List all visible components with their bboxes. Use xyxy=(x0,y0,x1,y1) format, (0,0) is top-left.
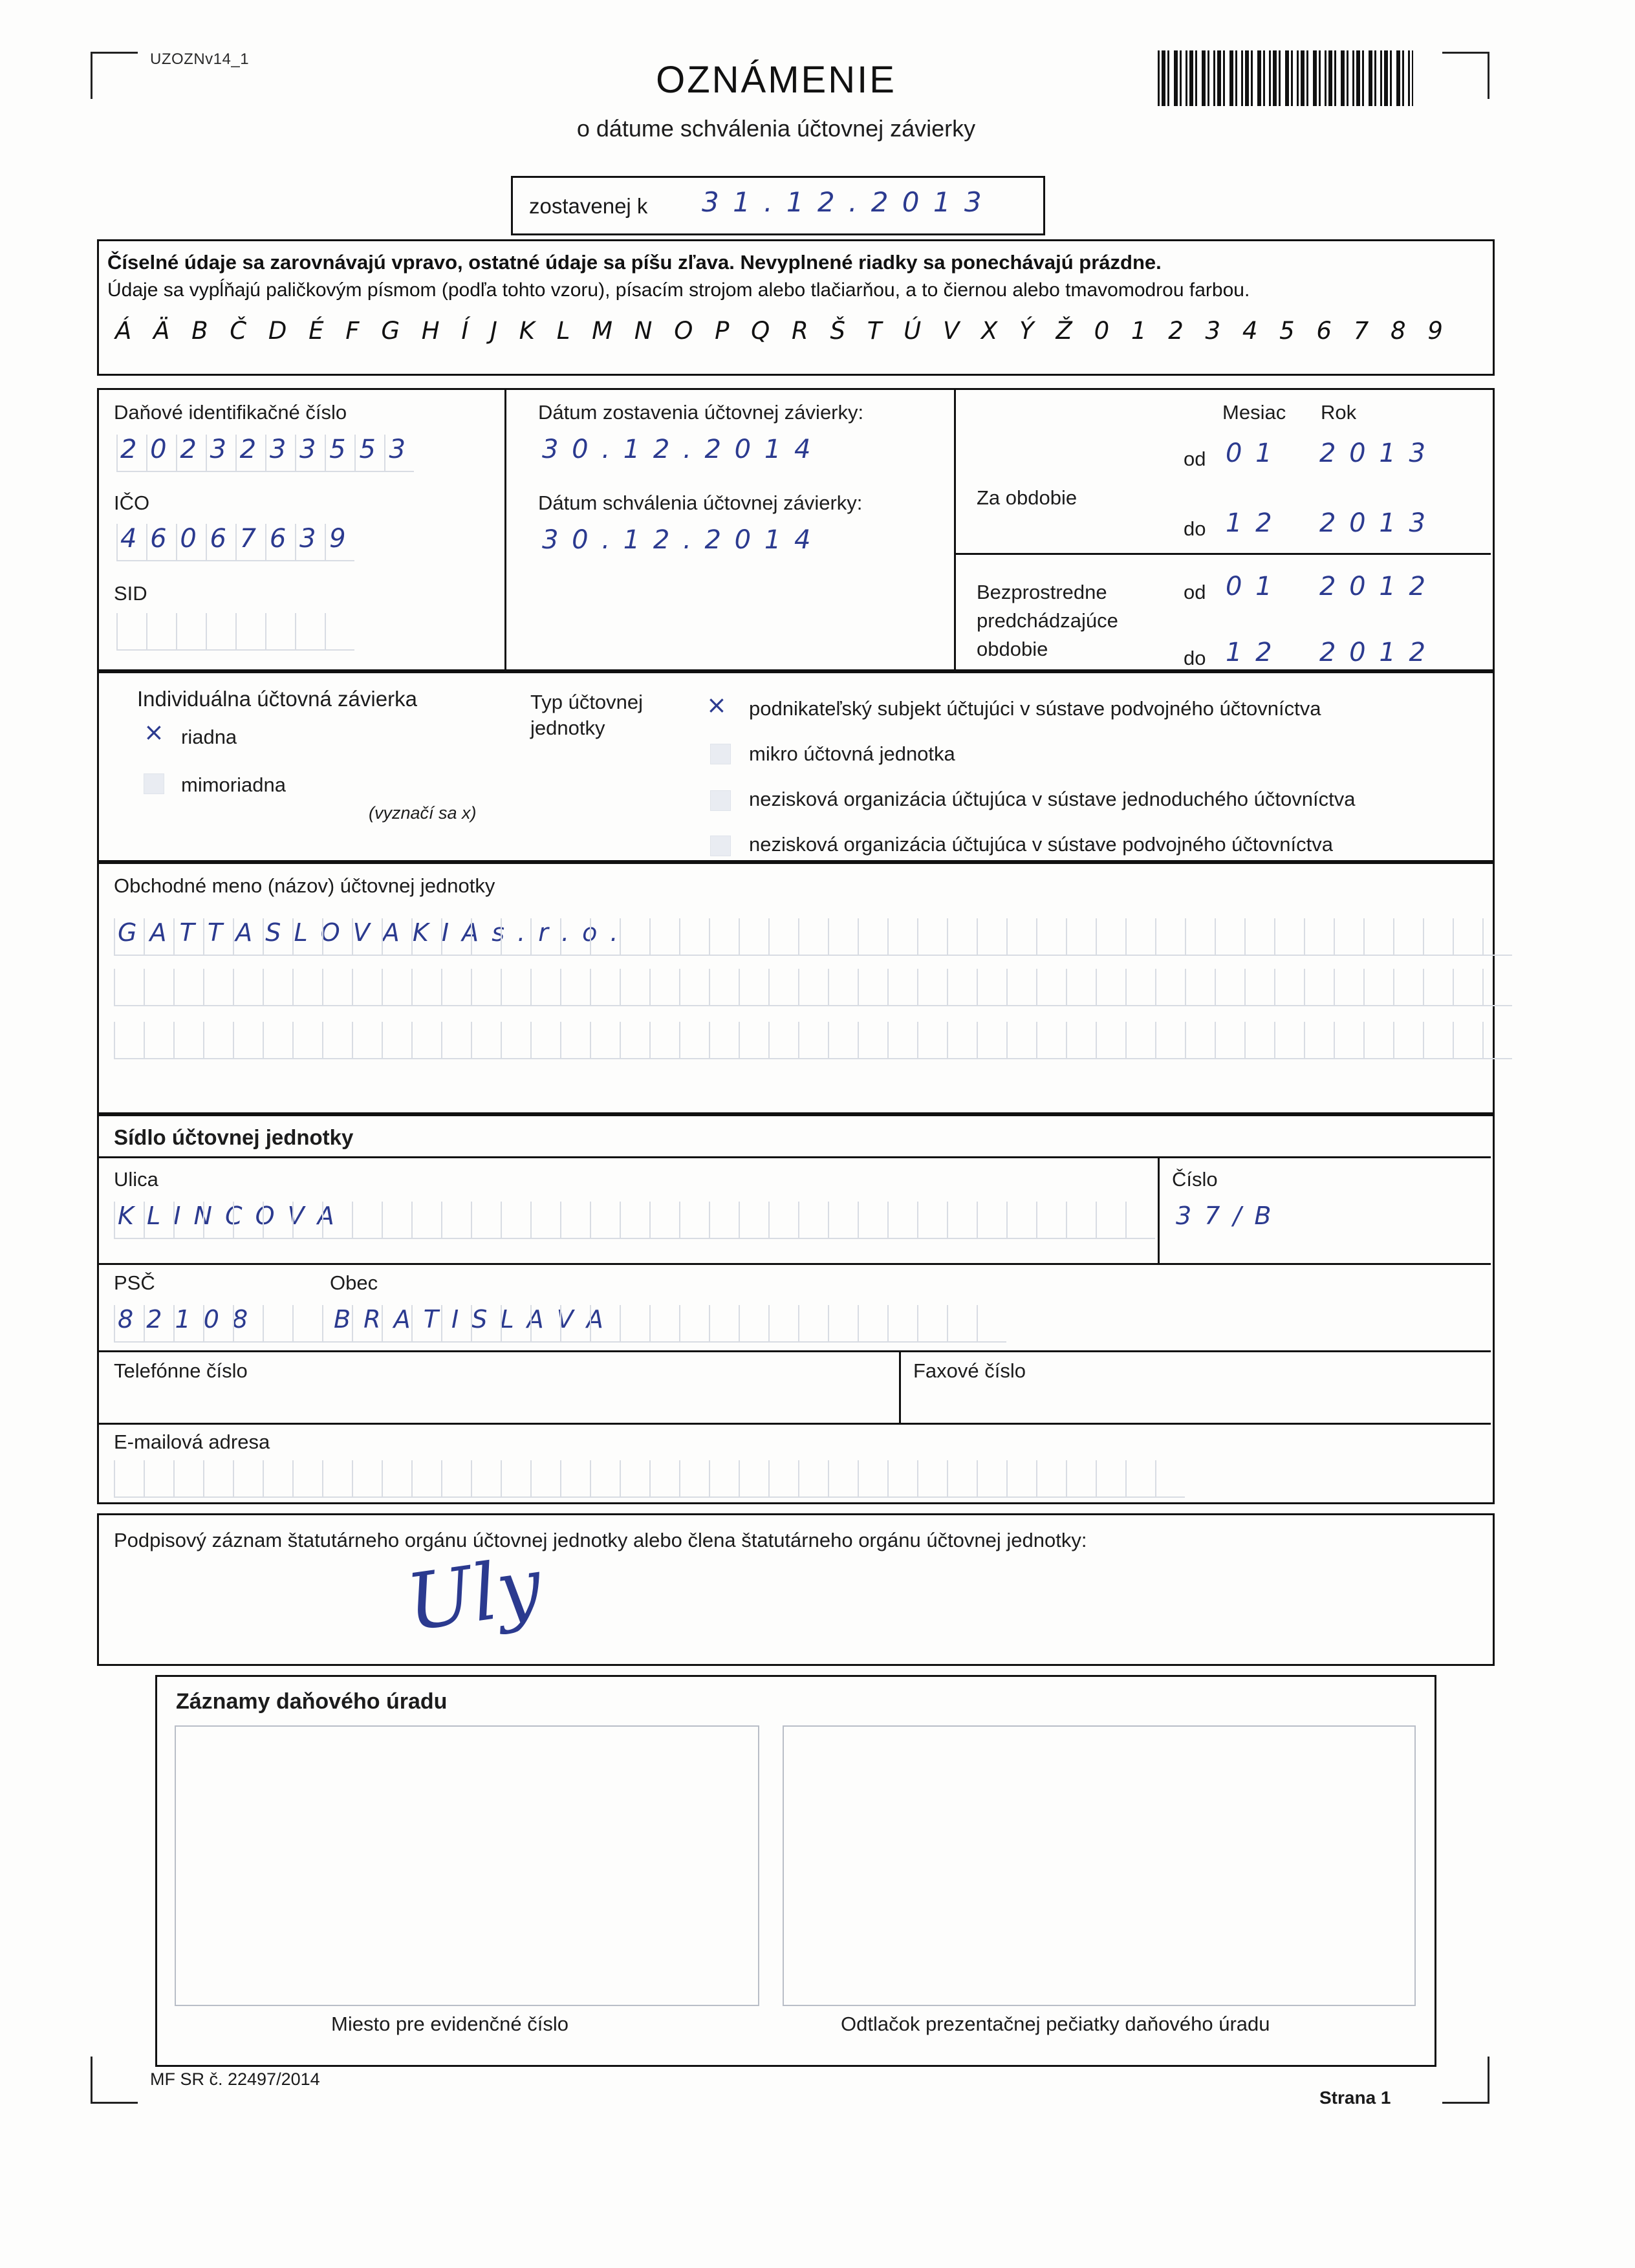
dic-value[interactable]: 2 0 2 3 2 3 3 5 5 3 xyxy=(120,435,408,464)
sid-label: SID xyxy=(114,582,147,605)
individual-statement-label: Individuálna účtovná závierka xyxy=(137,687,417,711)
stamp-caption: Odtlačok prezentačnej pečiatky daňového úradu xyxy=(841,2013,1270,2035)
page-title: OZNÁMENIE xyxy=(656,59,896,101)
unit-option-2-checkbox[interactable] xyxy=(710,790,731,811)
unit-option-3-checkbox[interactable] xyxy=(710,836,731,856)
period-to-month[interactable]: 1 2 xyxy=(1226,508,1275,538)
fax-divider xyxy=(899,1350,901,1423)
tax-office-title: Záznamy daňového úradu xyxy=(176,1689,448,1714)
address-row-divider-1 xyxy=(97,1263,1491,1265)
registration-number-area[interactable] xyxy=(175,1725,759,2006)
period-to-year[interactable]: 2 0 1 3 xyxy=(1319,508,1428,538)
page-number: Strana 1 xyxy=(1319,2088,1391,2108)
address-row-divider-3 xyxy=(97,1423,1491,1425)
prev-from-label: od xyxy=(1184,581,1206,603)
registration-number-caption: Miesto pre evidenčné číslo xyxy=(331,2013,569,2035)
street-value[interactable]: K L I N C O V A xyxy=(118,1202,337,1230)
prev-period-label-2: predchádzajúce xyxy=(977,609,1118,632)
unit-type-label-1: Typ účtovnej xyxy=(530,691,644,713)
crop-mark-top-right xyxy=(1442,52,1489,99)
footer-reference: MF SR č. 22497/2014 xyxy=(150,2069,320,2089)
address-section-label: Sídlo účtovnej jednotky xyxy=(114,1125,354,1149)
unit-option-1-checkbox[interactable] xyxy=(710,744,731,764)
year-label: Rok xyxy=(1321,401,1357,424)
date-compiled-value[interactable]: 3 0 . 1 2 . 2 0 1 4 xyxy=(542,435,814,464)
period-label: Za obdobie xyxy=(977,486,1077,509)
regular-checkbox-mark[interactable]: × xyxy=(144,718,164,746)
month-label: Mesiac xyxy=(1222,401,1286,424)
business-name-value[interactable]: G A T T A S L O V A K I A s . r . o . xyxy=(118,918,621,947)
date-approved-label: Dátum schválenia účtovnej závierky: xyxy=(538,491,863,514)
signature-mark[interactable]: Uly xyxy=(401,1540,547,1649)
prev-from-month[interactable]: 0 1 xyxy=(1226,572,1275,601)
mark-hint: (vyznačí sa x) xyxy=(369,803,477,823)
unit-option-2-label: nezisková organizácia účtujúca v sústave jednoduchého účtovníctva xyxy=(749,788,1356,810)
compiled-date-value[interactable]: 3 1 . 1 2 . 2 0 1 3 xyxy=(702,186,984,218)
crop-mark-bottom-left xyxy=(91,2057,138,2104)
unit-option-0-label: podnikateľský subjekt účtujúci v sústave podvojného účtovníctva xyxy=(749,697,1321,720)
option-extraordinary-label: mimoriadna xyxy=(181,773,286,796)
unit-option-3-label: nezisková organizácia účtujúca v sústave podvojného účtovníctva xyxy=(749,833,1333,856)
prev-to-year[interactable]: 2 0 1 2 xyxy=(1319,638,1428,667)
signature-label: Podpisový záznam štatutárneho orgánu účtovnej jednotky alebo člena štatutárneho orgánu účtovnej jednotky: xyxy=(114,1529,1087,1551)
ico-value[interactable]: 4 6 0 6 7 6 3 9 xyxy=(120,524,349,554)
phone-label: Telefónne číslo xyxy=(114,1359,248,1382)
city-value[interactable]: B R A T I S L A V A xyxy=(334,1305,606,1334)
city-label: Obec xyxy=(330,1271,378,1294)
zip-value[interactable]: 8 2 1 0 8 xyxy=(118,1305,251,1334)
instructions-line-1: Číselné údaje sa zarovnávajú vpravo, ostatné údaje sa píšu zľava. Nevyplnené riadky sa ponechávajú prázdne. xyxy=(107,251,1162,274)
period-from-year[interactable]: 2 0 1 3 xyxy=(1319,438,1428,468)
period-to-label: do xyxy=(1184,517,1206,540)
option-regular-label: riadna xyxy=(181,726,237,748)
prev-to-label: do xyxy=(1184,647,1206,669)
alphabet-sample: Á Ä B Č D É F G H Í J K L M N O P Q R Š T Ú V X Ý Ž 0 1 2 3 4 5 6 7 8 9 xyxy=(115,317,1450,345)
prev-from-year[interactable]: 2 0 1 2 xyxy=(1319,572,1428,601)
unit-type-label-2: jednotky xyxy=(530,717,605,739)
date-compiled-label: Dátum zostavenia účtovnej závierky: xyxy=(538,401,864,424)
identification-divider-1 xyxy=(504,388,506,669)
crop-mark-bottom-right xyxy=(1442,2057,1489,2104)
address-header-divider xyxy=(97,1156,1491,1158)
number-divider xyxy=(1158,1156,1160,1263)
number-label: Číslo xyxy=(1172,1168,1218,1191)
number-value[interactable]: 3 7 / B xyxy=(1176,1202,1274,1230)
date-approved-value[interactable]: 3 0 . 1 2 . 2 0 1 4 xyxy=(542,525,814,555)
period-from-month[interactable]: 0 1 xyxy=(1226,438,1275,468)
business-name-label: Obchodné meno (názov) účtovnej jednotky xyxy=(114,874,495,897)
fax-label: Faxové číslo xyxy=(913,1359,1026,1382)
compiled-date-label: zostavenej k xyxy=(529,194,648,218)
stamp-area[interactable] xyxy=(783,1725,1416,2006)
crop-mark-top-left xyxy=(91,52,138,99)
period-from-label: od xyxy=(1184,448,1206,470)
zip-label: PSČ xyxy=(114,1271,155,1294)
page-subtitle: o dátume schválenia účtovnej závierky xyxy=(576,115,976,142)
form-code: UZOZNv14_1 xyxy=(150,50,250,68)
dic-label: Daňové identifikačné číslo xyxy=(114,401,347,424)
unit-option-1-label: mikro účtovná jednotka xyxy=(749,742,955,765)
identification-divider-2 xyxy=(954,388,956,669)
prev-period-label-1: Bezprostredne xyxy=(977,581,1107,603)
ico-label: IČO xyxy=(114,491,150,514)
street-label: Ulica xyxy=(114,1168,158,1191)
email-label: E-mailová adresa xyxy=(114,1431,270,1453)
prev-period-label-3: obdobie xyxy=(977,638,1048,660)
address-row-divider-2 xyxy=(97,1350,1491,1352)
barcode-icon xyxy=(1158,50,1413,106)
unit-option-0-mark[interactable]: × xyxy=(706,691,727,719)
period-divider xyxy=(954,553,1491,555)
extraordinary-checkbox[interactable] xyxy=(144,773,164,794)
instructions-line-2: Údaje sa vypĺňajú paličkovým písmom (podľa tohto vzoru), písacím strojom alebo tlačiarňou, a to čiernou alebo tmavomodrou farbou. xyxy=(107,279,1250,301)
prev-to-month[interactable]: 1 2 xyxy=(1226,638,1275,667)
